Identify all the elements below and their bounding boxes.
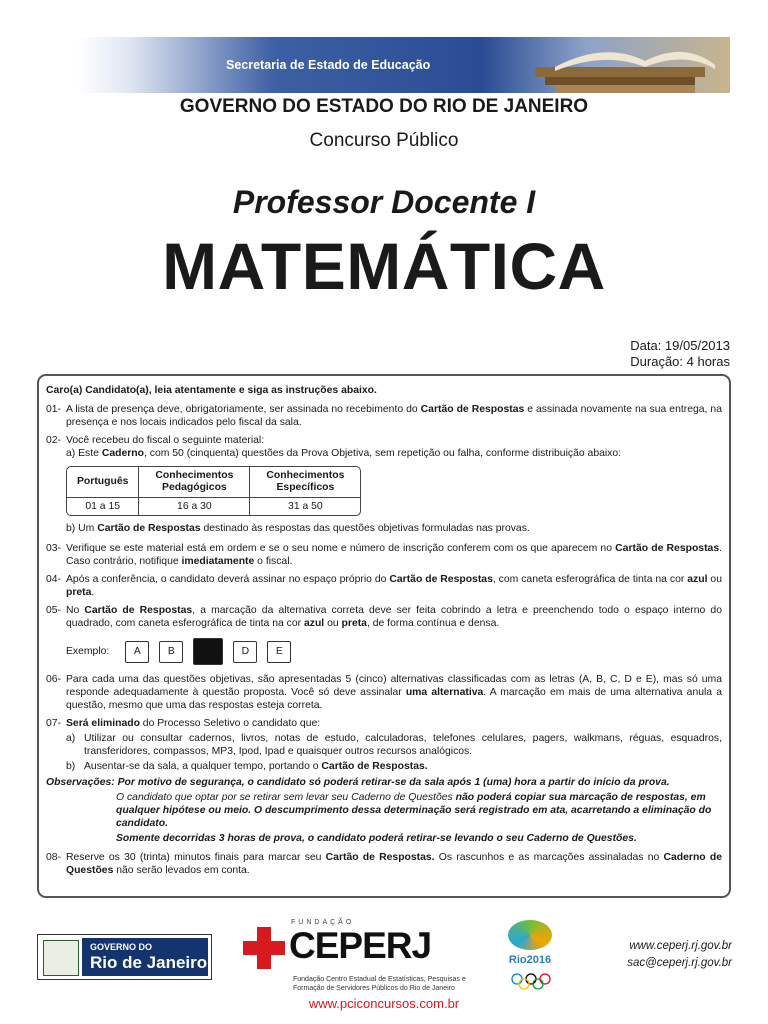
option-e-box: E bbox=[267, 641, 291, 663]
instruction-text: A lista de presença deve, obrigatoriamente, ser assinada no recebimento do bbox=[66, 404, 421, 415]
observation-bold: não poderá copiar sua marcação de respostas, em qualquer hipótese ou meio. O descumprimento dessa determinação será registrado em ata, acarretando a eliminação do candidato. bbox=[116, 792, 712, 829]
instruction-bold: azul bbox=[303, 618, 325, 629]
instruction-bold: Cartão de Respostas bbox=[615, 543, 720, 554]
table-header: Português bbox=[67, 467, 139, 498]
instruction-number: 08- bbox=[46, 852, 62, 863]
position-title: Professor Docente I bbox=[232, 184, 536, 220]
rio2016-text: Rio2016 bbox=[508, 954, 552, 966]
instruction-text: Verifique se este material está em ordem e se o seu nome e número de inscrição conferem com os que aparecem no bbox=[66, 543, 616, 554]
instruction-04 bbox=[46, 573, 722, 599]
instruction-bold: Cartão de Respostas. bbox=[325, 852, 435, 863]
instruction-02-a bbox=[66, 447, 722, 460]
observations-text: Por motivo de segurança, o candidato só poderá retirar-se da sala após 1 (uma) hora a partir do início da prova. bbox=[114, 777, 670, 788]
instruction-number: 04- bbox=[46, 574, 62, 585]
instruction-text: Os rascunhos e as marcações assinaladas no bbox=[434, 852, 664, 863]
observations-label: Observações: bbox=[46, 777, 115, 788]
table-cell: 01 a 15 bbox=[67, 498, 139, 515]
instruction-02 bbox=[46, 434, 722, 447]
option-c-filled-box bbox=[193, 638, 223, 665]
instruction-07 bbox=[46, 717, 722, 730]
question-distribution-table bbox=[66, 466, 361, 516]
instruction-bold: Cartão de Respostas. bbox=[321, 761, 428, 772]
rio2016-logo bbox=[500, 918, 560, 994]
instruction-text: Ausentar-se da sala, a qualquer tempo, portando o bbox=[84, 761, 322, 772]
instruction-text: destinado às respostas das questões objetivas formuladas nas provas. bbox=[200, 523, 530, 534]
books-image bbox=[495, 37, 730, 93]
instruction-text: ou bbox=[707, 574, 722, 585]
instruction-number: 02- bbox=[46, 435, 62, 446]
instruction-bold: uma alternativa bbox=[405, 687, 484, 698]
instruction-text: Utilizar ou consultar cadernos, livros, notas de estudo, calculadoras, telefones celulares, pagers, walkmans, réguas, esquadros, transferidores, compassos, MP3, Ipod, Ipad e quaisquer outros recursos analógicos. bbox=[84, 733, 722, 757]
website-link[interactable]: www.ceperj.rj.gov.br bbox=[629, 940, 732, 952]
exam-type: Concurso Público bbox=[309, 130, 459, 151]
header-banner bbox=[78, 37, 730, 93]
instruction-bold: Caderno de Questões bbox=[66, 852, 722, 876]
instruction-bold: Cartão de Respostas bbox=[84, 605, 193, 616]
instruction-text: ou bbox=[324, 618, 342, 629]
instruction-number: 06- bbox=[46, 674, 62, 685]
banner-title: Secretaria de Estado de Educação bbox=[226, 58, 431, 72]
instruction-text: do Processo Seletivo o candidato que: bbox=[139, 718, 321, 729]
olympic-rings-icon bbox=[509, 972, 553, 992]
table-header: Conhecimentos Específicos bbox=[250, 467, 360, 498]
instruction-text: , com caneta esferográfica de tinta na cor bbox=[492, 574, 688, 585]
instruction-text: . Caso contrário, notifique bbox=[66, 543, 722, 567]
instruction-bold: Cartão de Respostas bbox=[420, 404, 525, 415]
instruction-text: Você recebeu do fiscal o seguinte material: bbox=[66, 435, 265, 446]
sub-item-letter: a) bbox=[66, 733, 76, 744]
answer-example bbox=[66, 638, 722, 665]
ceperj-description: Fundação Centro Estadual de Estatísticas, Pesquisas e Formação de Servidores Públicos do Rio de Janeiro bbox=[293, 976, 466, 992]
table-header: Conhecimentos Pedagógicos bbox=[139, 467, 250, 498]
instruction-05 bbox=[46, 604, 722, 630]
example-label: Exemplo: bbox=[66, 646, 110, 657]
table-cell: 16 a 30 bbox=[139, 498, 250, 515]
instruction-02-b bbox=[66, 522, 722, 535]
table-cell: 31 a 50 bbox=[288, 501, 323, 512]
observation-paragraph-2: Somente decorridas 3 horas de prova, o candidato poderá retirar-se levando o seu Caderno de Questões. bbox=[116, 833, 637, 844]
instruction-text: o fiscal. bbox=[254, 556, 293, 567]
instruction-03 bbox=[46, 542, 722, 568]
instruction-text: Reserve os 30 (trinta) minutos finais para marcar seu bbox=[66, 852, 326, 863]
instruction-bold: preta bbox=[66, 587, 92, 598]
rj-logo-line2: Rio de Janeiro bbox=[90, 953, 208, 972]
instruction-bold: Cartão de Respostas bbox=[97, 523, 201, 534]
instruction-01 bbox=[46, 403, 722, 429]
instruction-text: No bbox=[66, 605, 85, 616]
instruction-text: não serão levados em conta. bbox=[113, 865, 250, 876]
email-link[interactable]: sac@ceperj.rj.gov.br bbox=[627, 957, 732, 969]
exam-duration: Duração: 4 horas bbox=[630, 354, 730, 369]
instruction-text: , de forma contínua e densa. bbox=[366, 618, 500, 629]
instruction-07-a bbox=[66, 732, 722, 758]
instruction-text: , com 50 (cinquenta) questões da Prova Objetiva, sem repetição ou falha, conforme distribuição abaixo: bbox=[143, 448, 622, 459]
instruction-07-b bbox=[66, 760, 722, 773]
observation-text: O candidato que optar por se retirar sem levar seu Caderno de Questões bbox=[116, 792, 456, 803]
instruction-text: b) Um bbox=[66, 523, 98, 534]
rio2016-emblem-icon bbox=[508, 920, 552, 950]
subject-title: MATEMÁTICA bbox=[162, 229, 606, 303]
government-title: GOVERNO DO ESTADO DO RIO DE JANEIRO bbox=[179, 96, 589, 117]
option-d-box: D bbox=[233, 641, 257, 663]
coat-of-arms-icon bbox=[43, 940, 79, 976]
instruction-bold: Caderno bbox=[101, 448, 144, 459]
option-b-box: B bbox=[159, 641, 183, 663]
instruction-text: . bbox=[91, 587, 95, 598]
observations bbox=[46, 776, 722, 789]
pciconcursos-link[interactable]: www.pciconcursos.com.br bbox=[308, 996, 460, 1011]
rj-logo-line1: GOVERNO DO bbox=[90, 942, 153, 952]
exam-meta bbox=[630, 338, 730, 370]
instructions-box bbox=[37, 374, 731, 898]
exam-date: Data: 19/05/2013 bbox=[630, 338, 730, 353]
instruction-bold: azul bbox=[687, 574, 708, 585]
instruction-bold: Será eliminado bbox=[66, 718, 140, 729]
instruction-text: Para cada uma das questões objetivas, são apresentadas 5 (cinco) alternativas classificadas com as letras (A, B, C, D e E), mas só uma responde adequadamente à questão proposta. Você só deve assinalar bbox=[66, 674, 722, 698]
instruction-number: 07- bbox=[46, 718, 62, 729]
instruction-bold: imediatamente bbox=[181, 556, 255, 567]
ceperj-fundacao: FUNDAÇÃO bbox=[291, 919, 355, 926]
instruction-06 bbox=[46, 673, 722, 712]
observation-paragraph-1 bbox=[116, 791, 722, 830]
instruction-bold: Cartão de Respostas bbox=[389, 574, 493, 585]
ceperj-name: CEPERJ bbox=[289, 925, 432, 966]
red-cross-icon bbox=[243, 927, 285, 969]
instruction-text: a) Este bbox=[66, 448, 102, 459]
instruction-bold: preta bbox=[341, 618, 367, 629]
instruction-text: Após a conferência, o candidato deverá assinar no espaço próprio do bbox=[66, 574, 390, 585]
sub-item-letter: b) bbox=[66, 761, 76, 772]
governo-rio-logo bbox=[37, 934, 212, 980]
ceperj-logo bbox=[243, 915, 466, 995]
contact-info bbox=[627, 938, 732, 972]
instruction-number: 01- bbox=[46, 404, 62, 415]
option-a-box: A bbox=[125, 641, 149, 663]
footer bbox=[0, 910, 768, 1020]
instruction-text: . A marcação em mais de uma alternativa anula a questão, mesmo que uma das respostas esteja correta. bbox=[66, 687, 722, 711]
instruction-number: 03- bbox=[46, 543, 62, 554]
instruction-text: e assinada novamente na sua entrega, na presença e nos locais indicados pelo fiscal da sala. bbox=[66, 404, 722, 428]
instructions-heading: Caro(a) Candidato(a), leia atentamente e siga as instruções abaixo. bbox=[46, 385, 377, 396]
instruction-text: , a marcação da alternativa correta deve ser feita cobrindo a letra e preenchendo todo o espaço interno do quadrado, com caneta esferográfica de tinta na cor bbox=[66, 605, 722, 629]
instruction-08 bbox=[46, 851, 722, 877]
instruction-number: 05- bbox=[46, 605, 62, 616]
